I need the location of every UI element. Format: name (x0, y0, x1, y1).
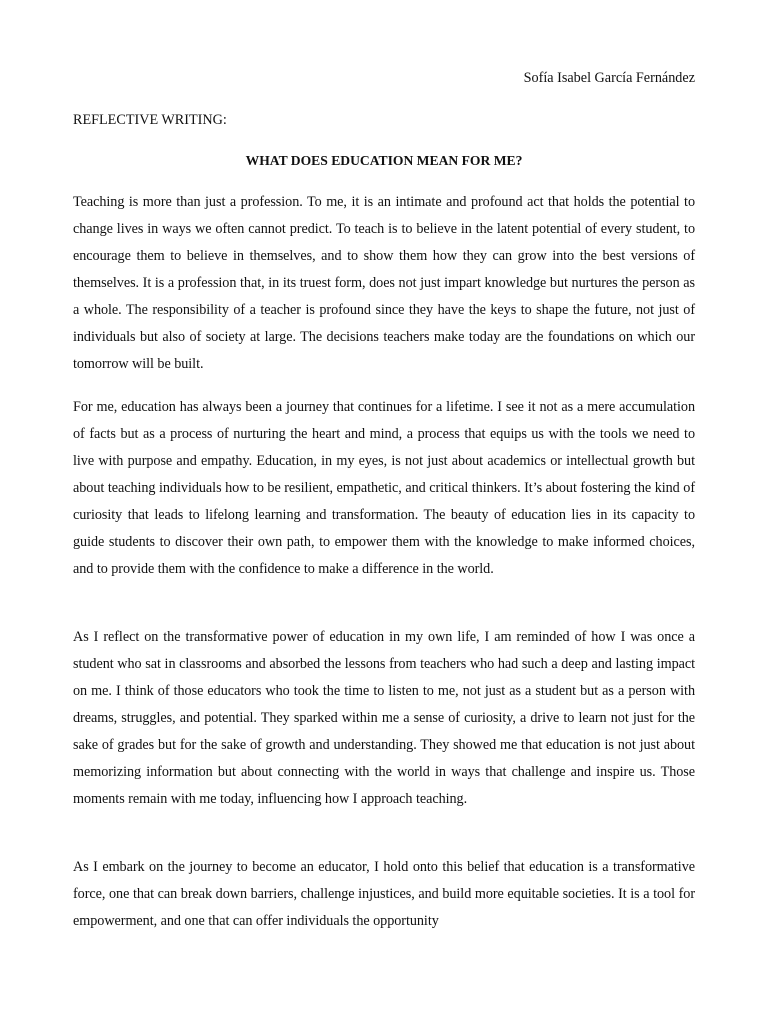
paragraph: Teaching is more than just a profession. To me, it is an intimate and profound act that holds the potential to change lives in ways we often cannot predict. To teach is to believe in the latent potential of every student, to encourage them to believe in themselves, and to show them how they can grow into the best versions of themselves. It is a profession that, in its truest form, does not just impart knowledge but nurtures the person as a whole. The responsibility of a teacher is profound since they have the keys to shape the future, not just of individuals but also of society at large. The decisions teachers make today are the foundations on which our tomorrow will be built. (73, 194, 695, 372)
paragraph: For me, education has always been a journey that continues for a lifetime. I see it not as a mere accumulation of facts but as a process of nurturing the heart and mind, a process that equips us with the tools we need to live with purpose and empathy. Education, in my eyes, is not just about academics or intellectual growth but about teaching individuals how to be resilient, empathetic, and critical thinkers. It’s about fostering the kind of curiosity that leads to lifelong learning and transformation. The beauty of education lies in its capacity to guide students to discover their own path, to empower them with the knowledge to make informed choices, and to provide them with the confidence to make a difference in the world. (73, 399, 695, 577)
document-title: WHAT DOES EDUCATION MEAN FOR ME? (245, 153, 523, 168)
paragraph: As I embark on the journey to become an educator, I hold onto this belief that education is a transformative force, one that can break down barriers, challenge injustices, and build more equitable societies. It is a tool for empowerment, and one that can offer individuals the opportunity (73, 859, 695, 929)
paragraph: As I reflect on the transformative power of education in my own life, I am reminded of how I was once a student who sat in classrooms and absorbed the lessons from teachers who had such a deep and lasting impact on me. I think of those educators who took the time to listen to me, not just as a student but as a person with dreams, struggles, and potential. They sparked within me a sense of curiosity, a drive to learn not just for the sake of grades but for the sake of growth and understanding. They showed me that education is not just about memorizing information but about connecting with the world in ways that challenge and inspire us. Those moments remain with me today, influencing how I approach teaching. (73, 629, 695, 807)
document-label: REFLECTIVE WRITING: (73, 112, 227, 128)
author-name: Sofía Isabel García Fernández (523, 70, 695, 86)
